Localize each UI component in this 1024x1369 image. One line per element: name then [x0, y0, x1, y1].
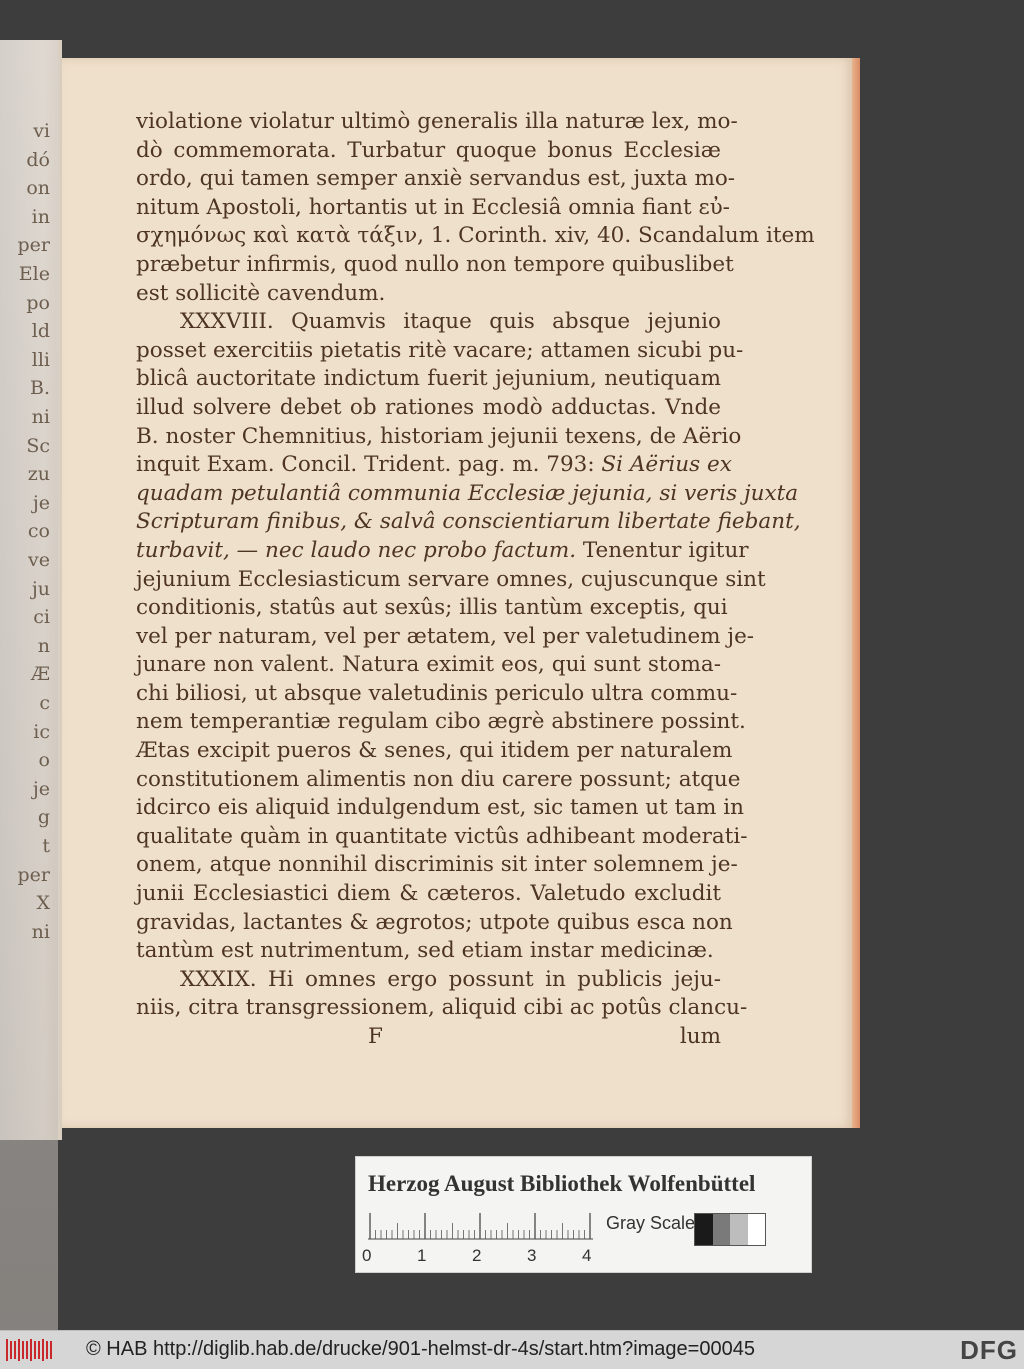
previous-page-fragment: per	[17, 234, 50, 257]
previous-page-fragment: on	[26, 177, 50, 200]
text-line: nitum Apostoli, hortantis ut in Ecclesiâ omnia fiant εὐ-	[136, 194, 730, 220]
paragraph-3	[136, 966, 748, 1023]
logo-bar	[34, 1341, 36, 1359]
hab-logo-icon	[6, 1339, 52, 1361]
gray-swatch	[695, 1214, 713, 1245]
ruler-number: 1	[417, 1246, 427, 1265]
logo-bar	[26, 1341, 28, 1359]
catchword: lum	[679, 1024, 721, 1049]
ruler-number: 0	[362, 1246, 372, 1265]
paragraph-2-lines	[136, 308, 744, 451]
ruler-scale	[368, 1212, 598, 1240]
previous-page-fragment: ic	[33, 720, 50, 743]
viewer-footer	[0, 1330, 1024, 1369]
gray-scale-label: Gray Scale	[606, 1213, 696, 1233]
text-line: constitutionem alimentis non diu carere possunt; atque	[136, 766, 741, 792]
text-line: idcirco eis aliquid indulgendum est, sic tamen ut tam in	[136, 795, 744, 821]
text-line: ordo, qui tamen semper anxiè servandus est, juxta mo-	[136, 166, 736, 192]
logo-bar	[50, 1341, 52, 1359]
page-edge	[852, 58, 860, 1128]
signature-mark: F	[368, 1024, 383, 1049]
after-quote: Tenentur igitur	[576, 537, 749, 563]
text-line: tantùm est nutrimentum, sed etiam instar medicinæ.	[136, 938, 714, 964]
previous-page-fragment: je	[32, 777, 50, 800]
text-line: chi biliosi, ut absque valetudinis periculo ultra commu-	[136, 680, 738, 706]
previous-page-fragment: o	[38, 749, 50, 772]
logo-bar	[38, 1341, 40, 1359]
ruler-number: 3	[527, 1246, 537, 1265]
previous-page-fragment: g	[37, 806, 50, 829]
logo-bar	[30, 1339, 32, 1361]
text-line: blicâ auctoritate indictum fuerit jejunium, neutiquam	[136, 366, 721, 392]
ruler-number: 4	[582, 1246, 592, 1265]
book-page	[62, 58, 854, 1128]
previous-page-fragment: t	[42, 835, 50, 857]
text-line: junare non valent. Natura eximit eos, qui sunt stoma-	[136, 652, 721, 678]
text-line: onem, atque nonnihil discriminis sit inter solemnem je-	[136, 852, 738, 878]
logo-bar	[18, 1339, 20, 1361]
quote-line: quadam petulantiâ communia Ecclesiæ jejunia, si veris juxta	[136, 480, 799, 506]
text-line: qualitate quàm in quantitate victûs adhibeant moderati-	[136, 823, 748, 849]
ruler-number: 2	[472, 1246, 482, 1265]
paragraph-2	[136, 308, 801, 966]
text-line: præbetur infirmis, quod nullo non tempore quibuslibet	[136, 251, 734, 277]
previous-page-fragment: ni	[31, 920, 50, 943]
previous-page-fragment: in	[31, 205, 50, 228]
previous-page-fragment: B.	[29, 377, 50, 400]
text-line: jejunium Ecclesiasticum servare omnes, cujuscunque sint	[136, 566, 766, 592]
page-text	[136, 108, 815, 1052]
text-line: posset exercitiis pietatis ritè vacare; attamen sicubi pu-	[136, 337, 744, 363]
copyright-link[interactable]: © HAB http://diglib.hab.de/drucke/901-helmst-dr-4s/start.htm?image=00045	[86, 1338, 755, 1360]
previous-page-fragment: zu	[27, 463, 50, 486]
logo-bar	[10, 1341, 12, 1359]
text-line: vel per naturam, vel per ætatem, vel per valetudinem je-	[136, 623, 755, 649]
quote-line: Scripturam finibus, & salvâ conscientiarum libertate fiebant,	[136, 509, 801, 535]
previous-page-fragment: vi	[33, 120, 50, 142]
paragraph-2-quote-end-line	[136, 537, 749, 566]
text-line: est sollicitè cavendum.	[136, 280, 386, 306]
dfg-logo: DFG	[960, 1335, 1018, 1365]
quote-start: Si Aërius ex	[601, 452, 732, 478]
text-line: conditionis, statûs aut sexûs; illis tantùm exceptis, qui	[136, 595, 728, 621]
previous-page-fragment: Ele	[18, 263, 50, 285]
logo-bar	[6, 1339, 8, 1361]
text-line: σχημόνως καὶ κατὰ τάξιν, 1. Corinth. xiv, 40. Scandalum item	[136, 223, 815, 249]
previous-page-fragment: lli	[31, 348, 50, 371]
library-name: Herzog August Bibliothek Wolfenbüttel	[368, 1171, 756, 1196]
text-line: violatione violatur ultimò generalis illa naturæ lex, mo-	[136, 109, 738, 134]
previous-page-fragment: Sc	[26, 434, 50, 457]
gray-scale-strip	[694, 1213, 766, 1246]
logo-bar	[22, 1341, 24, 1359]
previous-page-edge	[0, 40, 62, 1140]
text-line: XXXVIII. Quamvis itaque quis absque jejunio	[180, 309, 721, 335]
page-footer-row	[136, 1023, 721, 1052]
previous-page-fragment: n	[37, 634, 50, 657]
paragraph-1	[136, 108, 815, 308]
gray-swatch	[748, 1214, 766, 1245]
gray-swatch	[713, 1214, 731, 1245]
library-color-card	[355, 1156, 812, 1273]
text-line: gravidas, lactantes & ægrotos; utpote quibus esca non	[136, 909, 733, 935]
previous-page-fragment: ni	[31, 406, 50, 428]
text-line: nem temperantiæ regulam cibo ægrè abstinere possint.	[136, 709, 746, 735]
paragraph-2-lines-continued	[136, 566, 766, 966]
gray-swatch	[730, 1214, 748, 1245]
logo-bar	[46, 1341, 48, 1359]
text-line: Ætas excipit pueros & senes, qui itidem per naturalem	[136, 738, 733, 764]
logo-bar	[42, 1339, 44, 1361]
text-line: niis, citra transgressionem, aliquid cibi ac potûs clancu-	[136, 995, 748, 1021]
text-line: B. noster Chemnitius, historiam jejunii texens, de Aërio	[136, 423, 742, 449]
logo-bar	[14, 1341, 16, 1359]
previous-page-fragment: ve	[28, 549, 50, 571]
previous-page-fragment: ci	[33, 606, 50, 629]
previous-page-fragment: X	[36, 892, 50, 915]
text-line: junii Ecclesiastici diem & cæteros. Valetudo excludit	[136, 881, 721, 907]
previous-page-fragment: ld	[31, 320, 50, 343]
text-line: dò commemorata. Turbatur quoque bonus Ecclesiæ	[136, 137, 721, 163]
previous-page-fragment: je	[32, 491, 50, 514]
previous-page-fragment: Æ	[30, 663, 50, 686]
previous-page-fragment: po	[26, 291, 50, 314]
previous-page-fragment: per	[17, 863, 50, 886]
text-line: illud solvere debet ob rationes modò adductas. Vnde	[136, 394, 721, 420]
previous-page-fragment: c	[39, 692, 50, 714]
paragraph-2-quote-start-line	[136, 451, 732, 480]
quote-lines	[136, 480, 801, 537]
previous-page-fragment: dó	[26, 148, 50, 171]
quote-lead-text: inquit Exam. Concil. Trident. pag. m. 793:	[136, 452, 595, 478]
quote-end: turbavit, — nec laudo nec probo factum.	[136, 537, 577, 563]
previous-page-fragment: ju	[31, 577, 50, 600]
text-line: XXXIX. Hi omnes ergo possunt in publicis jeju-	[180, 966, 721, 992]
previous-page-fragment: co	[27, 520, 50, 543]
